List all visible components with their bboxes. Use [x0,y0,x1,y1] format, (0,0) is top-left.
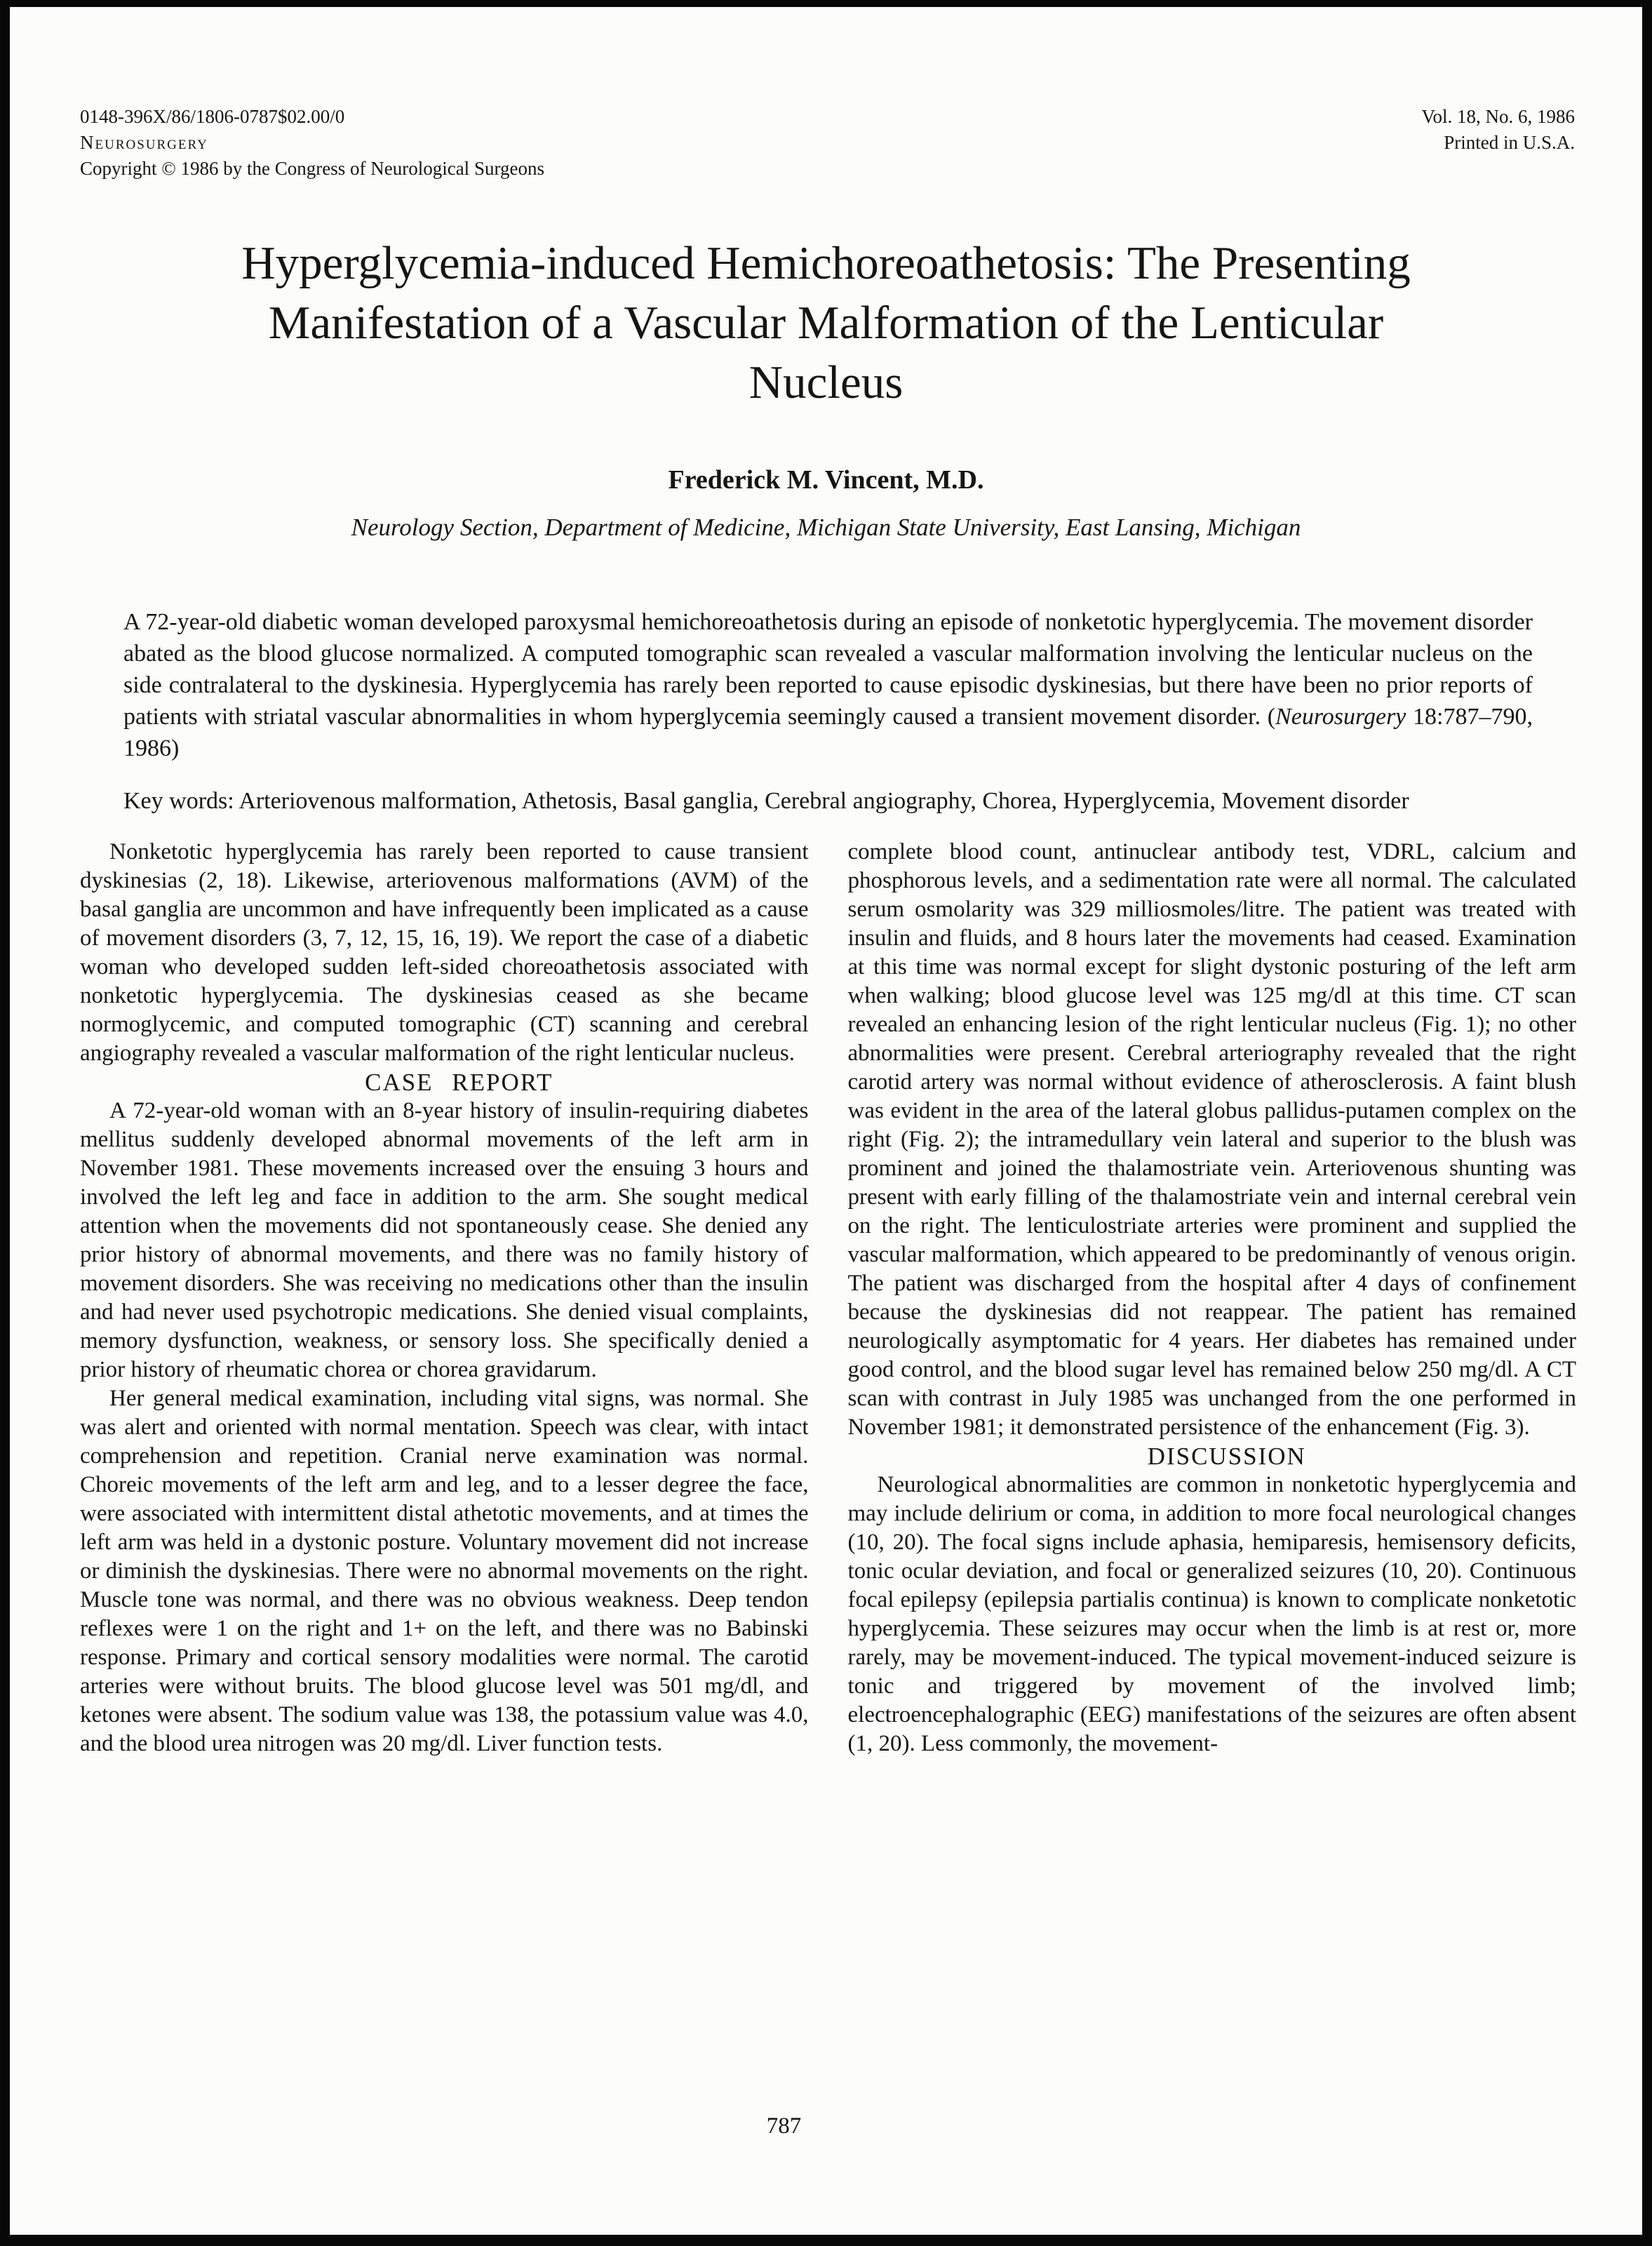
abstract-citation-tail: 18:787–790, 1986) [123,704,1533,761]
header-left-block [80,104,544,182]
discussion-heading: DISCUSSION [1147,1443,1306,1470]
article-body [80,838,1576,1758]
article-title-line: Nucleus [748,356,904,408]
page-number: 787 [766,2113,802,2139]
right-column [848,838,1577,1758]
discussion-paragraph: Neurological abnormalities are common in nonketotic hyperglycemia and may include delirium or coma, in addition to more focal neurological changes (10, 20). The focal signs include aphasia, hemiparesis, hemisensory deficits, tonic ocular deviation, and focal or generalized seizures (10, 20). Continuous focal epilepsy (epilepsia partialis continua) is known to complicate nonketotic hyperglycemia. These seizures may occur when the limb is at rest or, more rarely, may be movement-induced. The typical movement-induced seizure is tonic and triggered by movement of the involved limb; electroencephalographic (EEG) manifestations of the seizures are often absent (1, 20). Less commonly, the movement- [847,1472,1576,1756]
header-right-block [1421,104,1575,156]
page-header [80,104,1575,182]
issn-code: 0148-396X/86/1806-0787$02.00/0 [80,106,345,127]
case-report-continuation-paragraph: complete blood count, antinuclear antibody test, VDRL, calcium and phosphorous levels, and a sedimentation rate were all normal. The calculated serum osmolarity was 329 milliosmoles/litre. The patient was treated with insulin and fluids, and 8 hours later the movements had ceased. Examination at this time was normal except for slight dystonic posturing of the left arm when walking; blood glucose level was 125 mg/dl at this time. CT scan revealed an enhancing lesion of the right lenticular nucleus (Fig. 1); no other abnormalities were present. Cerebral arteriography revealed that the right carotid artery was normal without evidence of atherosclerosis. A faint blush was evident in the area of the lateral globus pallidus-putamen complex on the right (Fig. 2); the intramedullary vein lateral and superior to the blush was prominent and joined the thalamostriate vein. Arteriovenous shunting was present with early filling of the thalamostriate vein and internal cerebral vein on the right. The lenticulostriate arteries were prominent and supplied the vascular malformation, which appeared to be predominantly of venous origin. The patient was discharged from the hospital after 4 days of confinement because the dyskinesias did not reappear. The patient has remained neurologically asymptomatic for 4 years. Her diabetes has remained under good control, and the blood sugar level has remained below 250 mg/dl. A CT scan with contrast in July 1985 was unchanged from the one performed in November 1981; it demonstrated persistence of the enhancement (Fig. 3). [847,839,1576,1440]
abstract-text: A 72-year-old diabetic woman developed paroxysmal hemichoreoathetosis during an episode of nonketotic hyperglycemia. The movement disorder abated as the blood glucose normalized. A computed tomographic scan revealed a vascular malformation involving the lenticular nucleus on the side contralateral to the dyskinesia. Hyperglycemia has rarely been reported to cause episodic dyskinesias, but there have been no prior reports of patients with striatal vascular abnormalities in whom hyperglycemia seemingly caused a transient movement disorder. ( [123,609,1533,730]
keywords [123,785,1533,817]
volume-info: Vol. 18, No. 6, 1986 [1421,106,1575,127]
case-report-paragraph: A 72-year-old woman with an 8-year history of insulin-requiring diabetes mellitus suddenly developed abnormal movements of the left arm in November 1981. These movements increased over the ensuing 3 hours and involved the left leg and face in addition to the arm. She sought medical attention when the movements did not spontaneously cease. She denied any prior history of abnormal movements, and there was no family history of movement disorders. She was receiving no medications other than the insulin and had never used psychotropic medications. She denied visual complaints, memory dysfunction, weakness, or sensory loss. She specifically denied a prior history of rheumatic chorea or chorea gravidarum. [80,1098,809,1382]
printed-info: Printed in U.S.A. [1444,132,1575,153]
article-title-line: Hyperglycemia-induced Hemichoreoathetosis: The Presenting [241,237,1411,289]
case-report-heading: CASE REPORT [365,1069,553,1096]
keywords-label: Key words: [123,788,234,814]
author-affiliation: Neurology Section, Department of Medicine, Michigan State University, East Lansing, Michigan [351,514,1301,541]
abstract [123,606,1533,764]
left-column [80,838,809,1758]
journal-name: Neurosurgery [80,132,208,153]
copyright-line: Copyright © 1986 by the Congress of Neurological Surgeons [80,158,544,179]
abstract-citation-journal: Neurosurgery [1275,704,1406,730]
article-title-line: Manifestation of a Vascular Malformation of the Lenticular [268,297,1384,349]
case-report-paragraph: Her general medical examination, including vital signs, was normal. She was alert and oriented with normal mentation. Speech was clear, with intact comprehension and repetition. Cranial nerve examination was normal. Choreic movements of the left arm and leg, and to a lesser degree the face, were associated with intermittent distal athetotic movements, and at times the left arm was held in a dystonic posture. Voluntary movement did not increase or diminish the dyskinesias. There were no abnormal movements on the right. Muscle tone was normal, and there was no obvious weakness. Deep tendon reflexes were 1 on the right and 1+ on the left, and there was no Babinski response. Primary and cortical sensory modalities were normal. The carotid arteries were without bruits. The blood glucose level was 501 mg/dl, and ketones were absent. The sodium value was 138, the potassium value was 4.0, and the blood urea nitrogen was 20 mg/dl. Liver function tests. [80,1386,809,1756]
intro-paragraph: Nonketotic hyperglycemia has rarely been reported to cause transient dyskinesias (2, 18). Likewise, arteriovenous malformations (AVM) of the basal ganglia are uncommon and have infrequently been implicated as a cause of movement disorders (3, 7, 12, 15, 16, 19). We report the case of a diabetic woman who developed sudden left-sided choreoathetosis associated with nonketotic hyperglycemia. The dyskinesias ceased as she became normoglycemic, and computed tomographic (CT) scanning and cerebral angiography revealed a vascular malformation of the right lenticular nucleus. [80,839,809,1066]
keywords-list: Arteriovenous malformation, Athetosis, Basal ganglia, Cerebral angiography, Chorea, Hyperglycemia, Movement disorder [239,788,1409,814]
author-name: Frederick M. Vincent, M.D. [668,465,984,495]
article-title [52,234,1600,413]
